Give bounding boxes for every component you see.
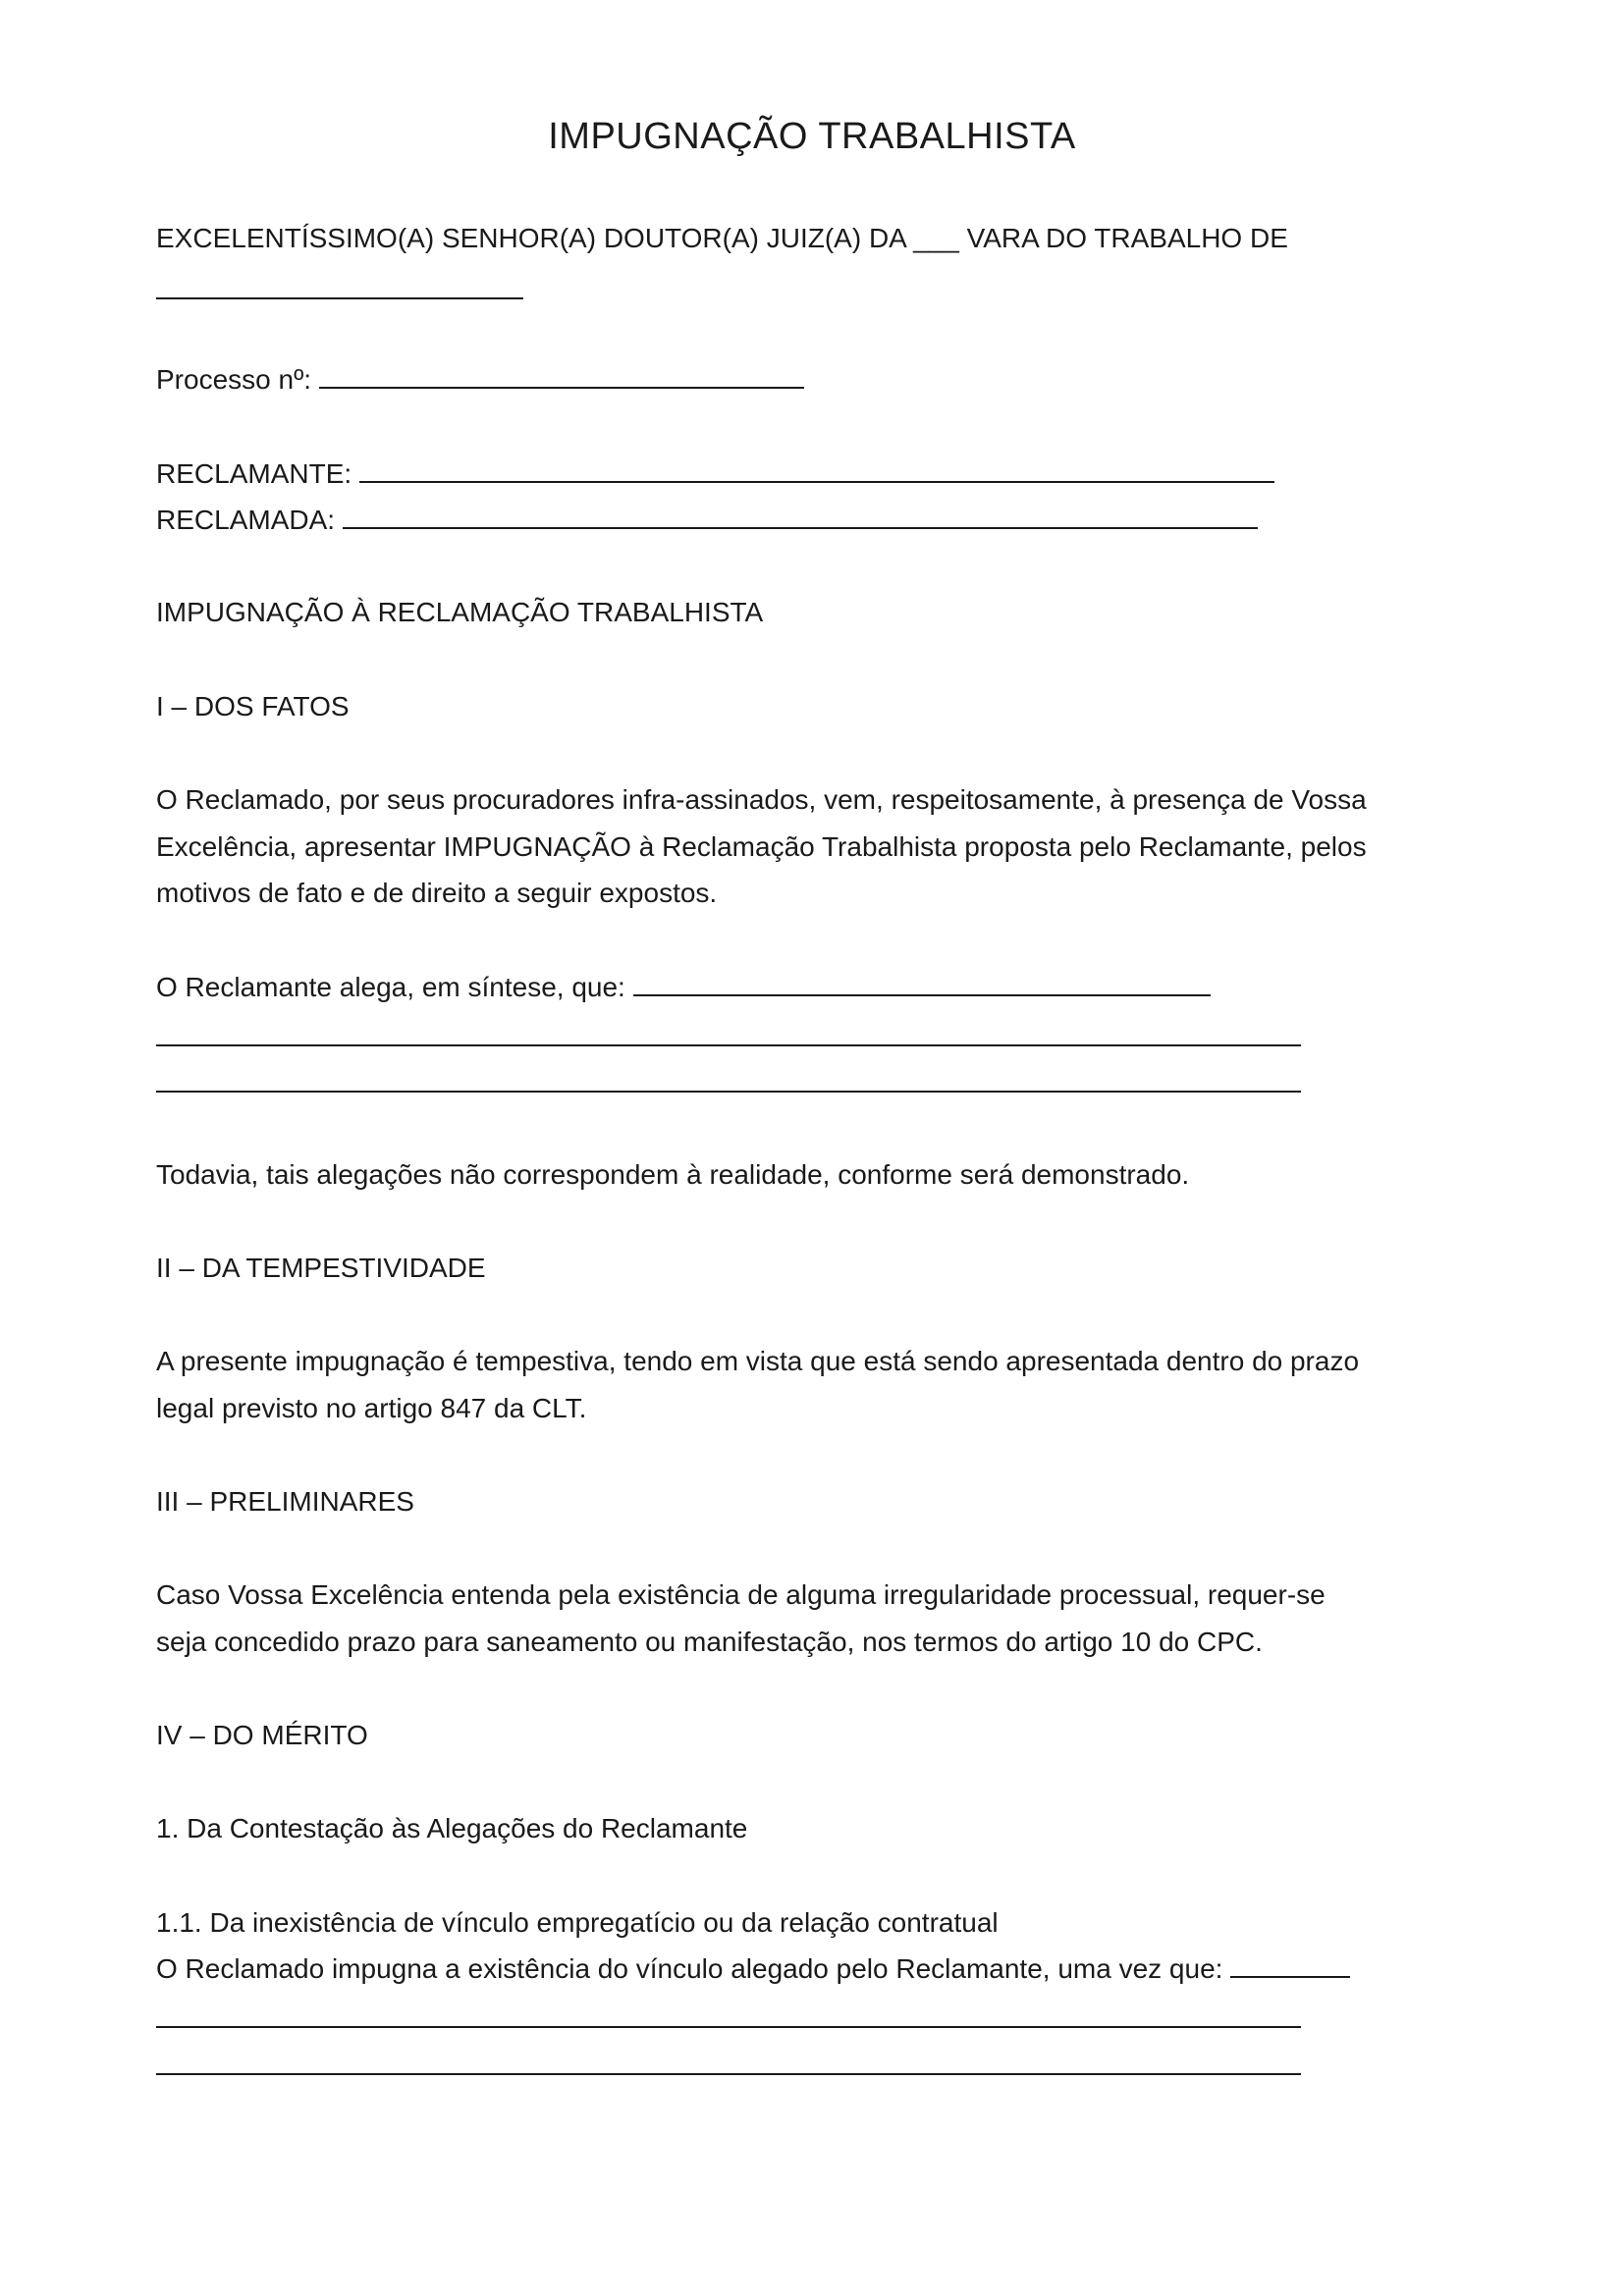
preliminaries-paragraph-line-2: seja concedido prazo para saneamento ou manifestação, nos termos do artigo 10 do CPC. — [156, 1627, 1263, 1657]
claim-intro-label: O Reclamante alega, em síntese, que: — [156, 972, 625, 1002]
claim-blank-line-2 — [156, 1091, 1301, 1093]
facts-closing-paragraph: Todavia, tais alegações não correspondem à realidade, conforme será demonstrado. — [156, 1159, 1190, 1190]
subject-heading: IMPUGNAÇÃO À RECLAMAÇÃO TRABALHISTA — [156, 597, 764, 627]
document-title: IMPUGNAÇÃO TRABALHISTA — [548, 116, 1076, 157]
respondent-blank — [343, 504, 1258, 529]
section-1-heading: I – DOS FATOS — [156, 691, 350, 721]
process-number-blank — [319, 363, 804, 389]
claimant-field — [156, 457, 1274, 491]
merit-subheading-1: 1. Da Contestação às Alegações do Reclamante — [156, 1813, 748, 1843]
preliminaries-paragraph-line-1: Caso Vossa Excelência entenda pela existência de alguma irregularidade processual, requer-se — [156, 1579, 1326, 1610]
section-2-heading: II – DA TEMPESTIVIDADE — [156, 1253, 486, 1283]
no-employment-link-blank — [1230, 1952, 1350, 1978]
merit-blank-line-1 — [156, 2026, 1301, 2028]
addressee-line: EXCELENTÍSSIMO(A) SENHOR(A) DOUTOR(A) JUIZ(A) DA ___ VARA DO TRABALHO DE — [156, 223, 1288, 253]
facts-paragraph-line-1: O Reclamado, por seus procuradores infra-assinados, vem, respeitosamente, à presença de Vossa — [156, 784, 1367, 815]
respondent-label: RECLAMADA: — [156, 505, 336, 535]
merit-blank-line-2 — [156, 2073, 1301, 2075]
section-3-heading: III – PRELIMINARES — [156, 1486, 414, 1517]
facts-paragraph-line-3: motivos de fato e de direito a seguir expostos. — [156, 878, 718, 908]
merit-subheading-1-1: 1.1. Da inexistência de vínculo empregatício ou da relação contratual — [156, 1907, 999, 1938]
no-employment-link-text: O Reclamado impugna a existência do vínculo alegado pelo Reclamante, uma vez que: — [156, 1953, 1223, 1984]
timeliness-paragraph-line-2: legal previsto no artigo 847 da CLT. — [156, 1393, 587, 1423]
claim-intro-blank — [633, 971, 1211, 996]
respondent-field — [156, 504, 1258, 537]
claim-blank-line-1 — [156, 1044, 1301, 1046]
no-employment-link-field — [156, 1952, 1350, 1986]
court-location-blank — [156, 297, 523, 299]
claim-intro-field — [156, 971, 1211, 1004]
claimant-blank — [359, 457, 1274, 483]
timeliness-paragraph-line-1: A presente impugnação é tempestiva, tendo em vista que está sendo apresentada dentro do prazo — [156, 1346, 1360, 1376]
process-number-field — [156, 363, 804, 397]
claimant-label: RECLAMANTE: — [156, 458, 352, 489]
section-4-heading: IV – DO MÉRITO — [156, 1720, 368, 1750]
facts-paragraph-line-2: Excelência, apresentar IMPUGNAÇÃO à Reclamação Trabalhista proposta pelo Reclamante, pelos — [156, 831, 1367, 862]
process-number-label: Processo nº: — [156, 364, 312, 395]
